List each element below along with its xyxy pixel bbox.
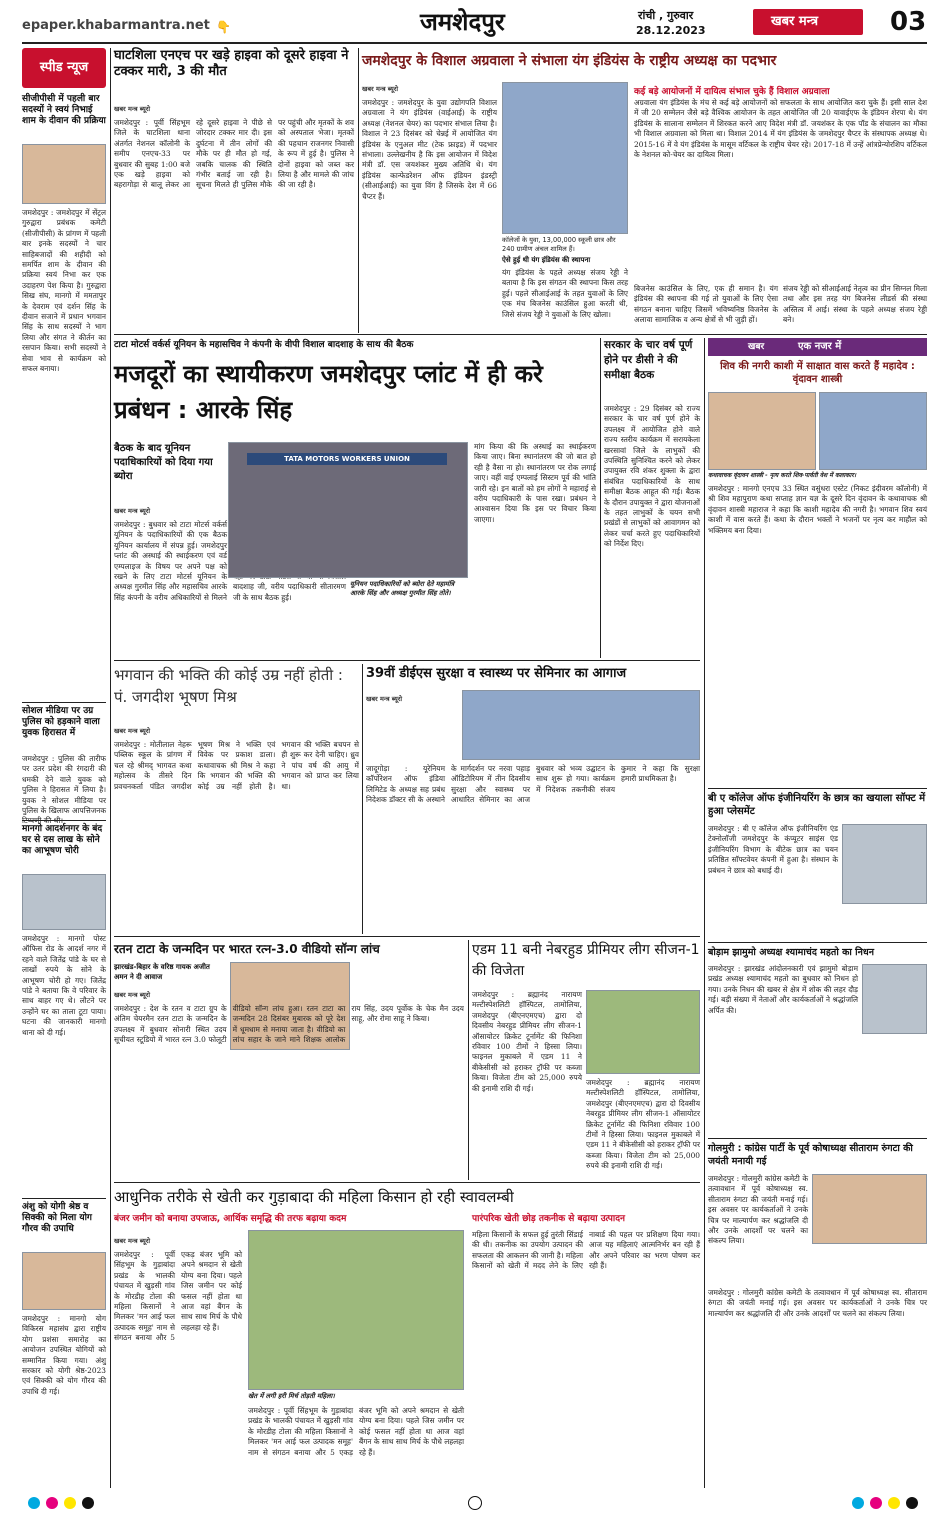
farm-story (114, 1186, 700, 1488)
dc-review-story (604, 338, 700, 658)
speed-story2-title: सोशल मीडिया पर उग्र पुलिस को हड़काने वाला युवक हिरासत में (22, 706, 100, 738)
farm-caption: खेत में लगी हरी मिर्च तोड़ती महिला। (248, 1392, 335, 1400)
farm-body: जमशेदपुर : पूर्वी सिंहभूम के गुड़ाबांदा प्रखंड के भालकी पंचायत में खुड़सी गांव के मोरडीह टोला की महिला किसानों ने मिलकर 'मन आई फल उत्पादक समूह' नाम से संगठन बनाया और 5 एकड़ बंजर भूमि को अपने श्रमदान से खेती योग्य बना दिया। पहले जिस जमीन पर कोई फसल नहीं होता था आज वहां बैंगन के साथ साथ मिर्च के पौधे लहलहा रहे हैं। (114, 1250, 242, 1343)
ratan-byline: खबर मन्त्र ब्यूरो (114, 991, 151, 999)
ratan-story (114, 940, 464, 1180)
golmuri-body: जमशेदपुर : गोलमुरी कांग्रेस कमेटी के तत्वावधान में पूर्व कोषाध्यक्ष स्व. सीताराम रुंगटा की जयंती मनाई गई। इस अवसर पर कार्यकर्ताओं ने उनके चित्र पर माल्यार्पण कर श्रद्धांजलि दी और उनके आदर्शों पर चलने का संकल्प लिया। (708, 1174, 808, 1246)
yi-portrait-photo (502, 82, 628, 234)
union-caption: यूनियन पदाधिकारियों को ब्योरा देते महामंत्रि आरके सिंह और अध्यक्ष गुरमीत सिंह तोते। (350, 580, 455, 597)
farm-sub2: पारंपरिक खेती छोड़ तकनीक से बढ़ाया उत्पादन (472, 1214, 625, 1224)
speed-story2-body: जमशेदपुर : पुलिस की तारीफ पर उतर प्रदेश की रंगदारी की धमकी देने वाले युवक को पुलिस ने हिरासत में लिया है। युवक ने सोशल मीडिया पर पुलिस के खिलाफ आपत्तिजनक (22, 754, 106, 816)
brand-name: खबर मन्त्र (771, 14, 819, 29)
print-registration-marks (22, 1494, 927, 1512)
page-header (0, 0, 945, 46)
yi-sub-title: ऐसे हुई थी यंग इंडियंस की स्थापना (502, 256, 591, 264)
premier-title: एडम 11 बनी नेबरहुड प्रीमियर लीग सीजन-1 की विजेता (472, 942, 700, 979)
yi-bottom-left: बिजनेस काउंसिल के लिए, एक ही समान है। यंग इंडियंस की स्थापना की गई तो युवाओं के लिए ऐसा संगठन बनाना चाहिए जिसमें भविष्यनिष्ठ विजनेस के अलावा सामाजिक व अन्य क्षेत्रों से भी जुड़ी हों। (634, 284, 778, 325)
bhagwan-byline: खबर मन्त्र ब्यूरो (114, 727, 151, 735)
highway-story (114, 48, 354, 333)
shiv-photo-left (708, 392, 816, 470)
yi-bottom-right: संजय रेड्डी को सीआईआई नेतृत्व का प्रीन सिग्नल मिला तथा और इस तरह यंग बिजनेस लीडर्स की संस्था अस्तित्व में आई। संस्था के पहले अध्यक्ष संजय रेड्डी बने। (783, 284, 927, 325)
yi-title: जमशेदपुर के विशाल अग्रवाला ने संभाला यंग इंडियंस के राष्ट्रीय अध्यक्ष का पदभार (362, 53, 777, 69)
brand-box (753, 9, 863, 35)
yi-body: जमशेदपुर : जमशेदपुर के युवा उद्योगपति विशाल अग्रवाला ने यंग इंडियंस (वाईआई) के राष्ट्रीय अध्यक्ष (नेशनल चेयर) का पदभार संभाल लिया है। विशाल ने 23 दिसंबर को चेन्नई में आयोजित यंग इंडियंस के एनुअल मीट (टेक फ्राइड) में पदभार संभाला। उल्लेखनीय है कि इस आयोजन में विदेश मंत्री डॉ. एस जयशंकर मुख्य अतिथि थे। यंग इंडियंस कान्फेडरेशन ऑफ इंडियन इंडस्ट्री (सीआईआई) का युवा विंग है जिसके देश में 66 चैप्टर हैं। (362, 98, 497, 201)
speed-story3-photo (22, 874, 106, 930)
ratan-title: रतन टाटा के जन्मदिन पर भारत रत्न-3.0 वीडियो सॉन्ग लांच (114, 942, 380, 956)
shiv-title: शिव की नगरी काशी में साक्षात वास करते हैं महादेव : वृंदावन शास्त्री (720, 361, 915, 385)
union-body: जमशेदपुर : बुधवार को टाटा मोटर्स वर्कर्स यूनियन के पदाधिकारियों की एक बैठक यूनियन कार्यालय में संपन्न हुई। जमशेदपुर प्लांट की अस्थाई की स्थाईकरण एवं वर्ड एम्पलाइज के विषय पर अपने पक्ष को रखने के लिए टाटा मोटर्स यूनियन के अध्यक्ष गुरमीत सिंह और महासचिव आरके सिंह कंपनी के वरीय अधिकारियों से मिलने बादशाह जी, वरीय पदाधिकारी सीतारमण जी के साथ बैठक हुई। (114, 520, 346, 602)
ratan-body: जमशेदपुर : देश के रतन व टाटा ग्रुप के अंतिम चेयरमैन रतन टाटा के जन्मदिन के उपलक्ष्य में बुधवार सोनारी स्थित उदय सूचीयत स्टूडियो में भारत रत्न 3.0 फोलूटी वीडियो सॉन्ग लांच हुआ। रतन टाटा का जन्मदिन 28 दिसंबर मुबारक को पूरे देश में धूमधाम से मनाया जाता है। वीडियो का लांच सहार के जाने माने शिक्षक आलोक राय सिंह, उदय पूर्वोक के चेक मैन उदय साहू, और रोमा साहू ने किया। (114, 1004, 464, 1045)
bie-body: जमशेदपुर : बी ए कॉलेज ऑफ इंजीनियरिंग एंड टेक्नोलॉजी जमशेदपुर के कंप्यूटर साइंस एंड इंजीनियरिंग विभाग के बीटेक छात्र का चयन प्रतिष्ठित सॉफ्टवेयर कंपनी में हुआ है। संस्थान के प्रबंधन ने छात्र को बधाई दी। (708, 824, 838, 875)
dc-review-title: सरकार के चार वर्ष पूर्ण होने पर डीसी ने की समीक्षा बैठक (604, 339, 693, 381)
premier-story (472, 940, 700, 1180)
premier-body-cont: जमशेदपुर : ब्रह्मानंद नारायण मल्टीस्पेशलिटी हॉस्पिटल, तामोलिया, जमशेदपुर (बीएनएमएच) द्वारा दो दिवसीय नेबरहुड प्रीमियर लीग सीजन-1 ऑसायोटर क्रिकेट टूर्नामेंट की फिनिशा रविवार 100 टीमों ने हिस्सा लिया। फाइनल मुकाबले में एडम 11 ने बीकेसीसी को हराकर ट्रॉफी पर कब्जा किया। विजेता टीम को 25,000 रुपये की इनामी राशि दी गई। (586, 1078, 700, 1171)
safety-byline: खबर मन्त्र ब्यूरो (366, 695, 403, 703)
speed-story3-title: मानगो आदर्शनगर के बंद घर से दस लाख के सोने का आभूषण चोरी (22, 824, 103, 856)
yi-side-title: कई बड़े आयोजनों में दायित्व संभाल चुके हैं विशाल अग्रवाला (634, 87, 830, 97)
union-body2: मांग किया की कि अस्थाई का स्थाईकरण किया जाए। बिना स्थानांतरण की जो बात हो रही है वैसा ना हो। स्थानांतरण पर रोक लगाई जाए। वहीं वाई एम्पलाई सिस्टम पूर्व की भांति जारी रहे। इन बातों को हम लोगों ने महाराई से वरीय पदाधिकारी के पास रखा। प्रबंधन ने आश्वासन दिया कि इस पर विचार किया जाएगा। (474, 442, 596, 524)
header-day: रांची , गुरुवार (638, 9, 694, 22)
site-url[interactable]: epaper.khabarmantra.net (22, 18, 210, 33)
union-photo-banner: TATA MOTORS WORKERS UNION (247, 453, 447, 465)
bodam-body: जमशेदपुर : झारखंड आंदोलनकारी एवं झामुमो बोड़ाम प्रखंड अध्यक्ष श्यामाचंद महतो का बुधवार को निधन हो गया। उनके निधन की खबर से क्षेत्र में शोक की लहर दौड़ गई। बड़ी संख्या में नेताओं और कार्यकर्ताओं ने श्रद्धांजलि अर्पित की। (708, 964, 858, 1015)
bhagwan-body: जमशेदपुर : मोतीलाल नेहरू पब्लिक स्कूल के प्रांगण में चल रहे श्रीमद् भागवत कथा महोत्सव के तीसरे दिन प्रवचनकर्ता पंडित जगदीश भूषण मिश्र ने भक्ति एवं विवेक पर प्रकाश डाला। कथावाचक श्री मिश्र ने कहा कि भगवान की भक्ति की कोई उम्र नहीं होती है। भगवान की भक्ति बचपन से ही शुरू कर देनी चाहिए। ध्रुव ने पांच वर्ष की आयु में भगवान को प्राप्त कर लिया था। (114, 740, 359, 791)
bodam-portrait-photo (862, 964, 927, 1034)
yi-side-body: अग्रवाला यंग इंडियंस के मंच से कई बड़े आयोजनों को सफलता के साथ आयोजित करा चुके हैं। इसी साल देश में जी 20 सम्मेलन जैसे बड़े वैश्विक आयोजन के तहत आयोजित जी 20 यावाईएफ के इंडियन शेरपा थे। यंग इंडियंस के सालाना सम्मेलन में शिरकत करने आए विदेश मंत्री डॉ. जयशंकर के एक पॉड के संचालन का मौका भी विशाल अग्रवाला को मिला था। विशाल 2014 में यंग इंडियंस के जमशेदपुर चैप्टर के संस्थापक अध्यक्ष थे। 2015-16 में वे यंग इंडियंस के मासूम वर्टिकल के राष्ट्रीय चेयर रहे। 2017-18 में उन्हें आंत्रप्रेन्योरशिप वर्टिकल के नेशनल को-चेयर का दायित्व मिला। (634, 98, 927, 160)
ek-nazar-badge: खबर (748, 342, 765, 352)
shiv-photo-right (819, 392, 927, 470)
highway-body: जमशेदपुर : पूर्वी सिंहभूम जिले के घाटशिला थाना अंतर्गत नेशनल कॉलोनी के समीप एनएच-33 पर बुधवार की सुबह 1:00 बजे एक खड़े हाइवा को बहरागोड़ा से बालू लेकर आ रहे दूसरे हाइवा ने पीछे से जोरदार टक्कर मार दी। इस दुर्घटना में तीन लोगों की मौके पर ही मौत हो गई, जबकि चालक की स्थिति गंभीर बताई जा रही है। सूचना मिलते ही पुलिस मौके पर पहुंची और मृतकों के शव को अस्पताल भेजा। मृतकों की पहचान राजनगर निवासी के रूप में हुई है। पुलिस ने दोनों हाइवा को जब्त कर लिया है और मामले की जांच की जा रही है। (114, 118, 354, 190)
union-kicker: टाटा मोटर्स वर्कर्स यूनियन के महासचिव ने कंपनी के वीपी विशाल बादशाह के साथ की बैठक (114, 340, 414, 350)
yi-caption: कॉलेजों के युवा, 13,00,000 स्कूली छात्र और 240 ग्रामीण अंचल शामिल हैं। (502, 236, 616, 253)
yi-byline: खबर मन्त्र ब्यूरो (362, 85, 399, 93)
speed-story4-photo (22, 1252, 106, 1310)
bie-student-photo (842, 824, 927, 904)
page-number: 03 (890, 7, 927, 37)
golmuri-title: गोलमुरी : कांग्रेस पार्टी के पूर्व कोषाध्यक्ष सीताराम रुंगटा की जयंती मनायी गई (708, 1143, 913, 1167)
speed-news-column (22, 48, 106, 1488)
highway-byline: खबर मन्त्र ब्यूरो (114, 105, 151, 113)
header-date: 28.12.2023 (636, 24, 706, 37)
premier-body: जमशेदपुर : ब्रह्मानंद नारायण मल्टीस्पेशलिटी हॉस्पिटल, तामोलिया, जमशेदपुर (बीएनएमएच) द्वारा दो दिवसीय नेबरहुड प्रीमियर लीग सीजन-1 ऑसायोटर क्रिकेट टूर्नामेंट की फिनिशा रविवार 100 टीमों ने हिस्सा लिया। फाइनल मुकाबले में एडम 11 ने बीकेसीसी को हराकर ट्रॉफी पर कब्जा किया। विजेता टीम को 25,000 रुपये की इनामी राशि दी गई। (472, 990, 582, 1093)
safety-seminar-photo (462, 690, 700, 760)
union-meeting-photo (228, 442, 468, 578)
bodam-title: बोड़ाम झामुमो अध्यक्ष श्यामाचंद महतो का निधन (708, 947, 875, 958)
safety-body: जादूगोड़ा : यूरेनियम कॉर्पोरेशन ऑफ इंडिया लिमिटेड के अध्यक्ष सह प्रबंध निदेशक डॉक्टर सी के अस्थाने के मार्गदर्शन पर नरवा पहाड़ ऑडिटोरियम में तीन दिवसीय सुरक्षा और स्वास्थ्य पर आधारित सेमिनार का आज बुधवार को भव्य उद्घाटन के साथ शुरू हो गया। कार्यक्रम में निदेशक तकनीकी संजय कुमार ने कहा कि सुरक्षा हमारी प्राथमिकता है। (366, 764, 700, 805)
union-story (114, 338, 596, 658)
union-byline: खबर मन्त्र ब्यूरो (114, 507, 151, 515)
farm-body2: महिला किसानों के सफल हुई तुरंती सिंडाई की थी। तकनीक का उपयोग उत्पादन की सफलता की आकलन की जानी है। महिला किसानों को खेती में मदद लेने के लिए नाबार्ड की पहल पर प्रशिक्षण दिया गया। आज यह महिलाएं आत्मनिर्भर बन रही हैं और अपने परिवार का भरण पोषण कर रही हैं। (472, 1230, 700, 1271)
premier-trophy-photo (586, 990, 700, 1074)
golmuri-body-cont: जमशेदपुर : गोलमुरी कांग्रेस कमेटी के तत्वावधान में पूर्व कोषाध्यक्ष स्व. सीताराम रुंगटा की जयंती मनाई गई। इस अवसर पर कार्यकर्ताओं ने उनके चित्र पर माल्यार्पण कर श्रद्धांजलि दी और उनके आदर्शों पर चलने का संकल्प लिया। (708, 1288, 927, 1318)
dc-review-body: जमशेदपुर : 29 दिसंबर को राज्य सरकार के चार वर्ष पूर्ण होने के उपलक्ष्य में आयोजित होने वाले राज्य स्तरीय कार्यक्रम में सरायकेला खरसावां जिले के लाभुकों की उपस्थिति सुनिश्चित करने को लेकर उपायुक्त रवि शंकर शुक्ला के द्वारा संबंधित पदाधिकारियों के साथ समीक्षा बैठक आहूत की गई। बैठक के दौरान उपायुक्त ने द्वारा योजनाओं के तहत लाभुकों के चयन सभी प्रखंडों से लाभुकों को आवागमन को लेकर चर्चा करते हुए पदाधिकारियों को निर्देश दिए। (604, 404, 700, 549)
ek-nazar-column (708, 338, 927, 1488)
cursor-icon: 👇 (216, 20, 231, 34)
ratan-sub: झारखंड-बिहार के वरिष्ठ गायक अजीत अमन ने दी आवाज (114, 963, 210, 981)
safety-story (366, 664, 700, 934)
speed-news-badge: स्पीड न्यूज (22, 48, 106, 88)
farm-sub1: बंजर जमीन को बनाया उपजाऊ, आर्थिक समृद्धि की तरफ बढ़ाया कदम (114, 1214, 347, 1224)
bhagwan-title: भगवान की भक्ति की कोई उम्र नहीं होती : पं. जगदीश भूषण मिश्र (114, 666, 343, 706)
speed-story1-photo (22, 144, 106, 204)
union-sub: बैठक के बाद यूनियन पदाधिकारियों को दिया गया ब्योरा (114, 443, 213, 482)
speed-story1-title: सीजीपीसी में पहली बार सदस्यों ने स्वयं निभाई शाम के दीवान की प्रक्रिया (22, 94, 106, 126)
highway-title: घाटशिला एनएच पर खड़े हाइवा को दूसरे हाइवा ने टक्कर मारी, 3 की मौत (114, 48, 349, 79)
yi-sub-body: यंग इंडियंस के पहले अध्यक्ष संजय रेड्डी ने बताया है कि इस संगठन की स्थापना किस तरह हुई। पहले सीआईआई के तहत युवाओं के लिए एक मंच बिजनेस काउंसिल हुआ करती थी, जिसे संजय रेड्डी ने युवाओं के लिए खोला। (502, 268, 628, 319)
ek-nazar-title: एक नजर में (798, 341, 842, 352)
farm-body-under-photo: जमशेदपुर : पूर्वी सिंहभूम के गुड़ाबांदा प्रखंड के भालकी पंचायत में खुड़सी गांव के मोरडीह टोला की महिला किसानों ने मिलकर 'मन आई फल उत्पादक समूह' नाम से संगठन बनाया और 5 एकड़ बंजर भूमि को अपने श्रमदान से खेती योग्य बना दिया। पहले जिस जमीन पर कोई फसल नहीं होता था आज वहां बैंगन के साथ साथ मिर्च के पौधे लहलहा रहे हैं। (248, 1406, 465, 1457)
shiv-caption: कथावाचक वृंदावन शास्त्री - नृत्य करते शिव-पार्वती वेश में कलाकार। (708, 472, 857, 479)
yi-story (362, 48, 927, 333)
shiv-body: जमशेदपुर : मानगो एनएच 33 स्थित वसुंधरा एस्टेट (निकट इंदीवरम कॉलोनी) में श्री शिव महापुराण कथा सप्ताह ज्ञान यज्ञ के दूसरे दिन वृंदावन के कथावाचक श्री वृंदावन शास्त्री महाराज ने कहा कि काशी महादेव की नगरी है। भगवान शिव स्वयं काशी में वास करते हैं। कथा के दौरान भक्तों ने भजनों पर नृत्य कर माहौल को भक्तिमय बना दिया। (708, 484, 927, 535)
safety-title: 39वीं डीईएस सुरक्षा व स्वास्थ्य पर सेमिनार का आगाज (366, 666, 627, 681)
ek-nazar-header (708, 338, 927, 356)
farm-byline: खबर मन्त्र ब्यूरो (114, 1237, 151, 1245)
speed-story4-body: जमशेदपुर : मानगो योग विकिरस महासंघ द्वारा राष्ट्रीय योग प्रशंसा समारोह का आयोजन उपस्थित योगियों को सम्मानित किया गया। अंशु सरकार को योगी श्रेष्ठ-2023 एवं सिक्की को योग गौरव की उपाधि दी गई। (22, 1314, 106, 1396)
farm-headline: आधुनिक तरीके से खेती कर गुड़ाबादा की महिला किसान हो रही स्वावलम्बी (114, 1188, 514, 1206)
bhagwan-story (114, 664, 359, 934)
section-title: जमशेदपुर (420, 8, 505, 36)
farm-woman-photo (248, 1230, 464, 1390)
speed-story1-body: जमशेदपुर : जमशेदपुर में सेंट्रल गुरुद्वारा प्रबंधक कमेटी (सीजीपीसी) के प्रांगण में पहली बार इनके सदस्यों ने चार साहिबजादों की शहीदी को समर्पित शाम के दीवान की प्रक्रिया स्वयं निभा कर एक उदाहरण पेश किया है। गुरुद्वारा सिख संघ, मानगो में ममतापुर के देवराम एवं दर्शन सिंह के दीवान सजाने में प्रधान भगवान सिंह के साथ सदस्यों ने भाग लिया और संगत ने कीर्तन का रसपान किया। सभी सदस्यों ने सेवा भाव से कार्यक्रम को सफल बनाया। (22, 208, 106, 374)
speed-story4-title: अंशु को योगी श्रेष्ठ व सिक्की को मिला योग गौरव की उपाधि (22, 1202, 92, 1234)
golmuri-photo (812, 1174, 927, 1244)
bie-title: बी ए कॉलेज ऑफ इंजीनियरिंग के छात्र का खयाला सॉफ्ट में हुआ प्लेसमेंट (708, 793, 926, 817)
union-headline: मजदूरों का स्थायीकरण जमशेदपुर प्लांट में ही करे प्रबंधन : आरके सिंह (114, 360, 543, 424)
speed-story3-body: जमशेदपुर : मानगो पोस्ट ऑफिस रोड के आदर्श नगर में रहने वाले जितेंद्र पांडे के घर से लाखों रुपये के सोने के आभूषण चोरी हो गए। जितेंद्र पांडे ने बताया कि वे परिवार के साथ बाहर गए थे। लौटने पर उन्होंने घर का ताला टूटा पाया। घटना की जानकारी मानगो थाना को दी गई। (22, 934, 106, 1037)
